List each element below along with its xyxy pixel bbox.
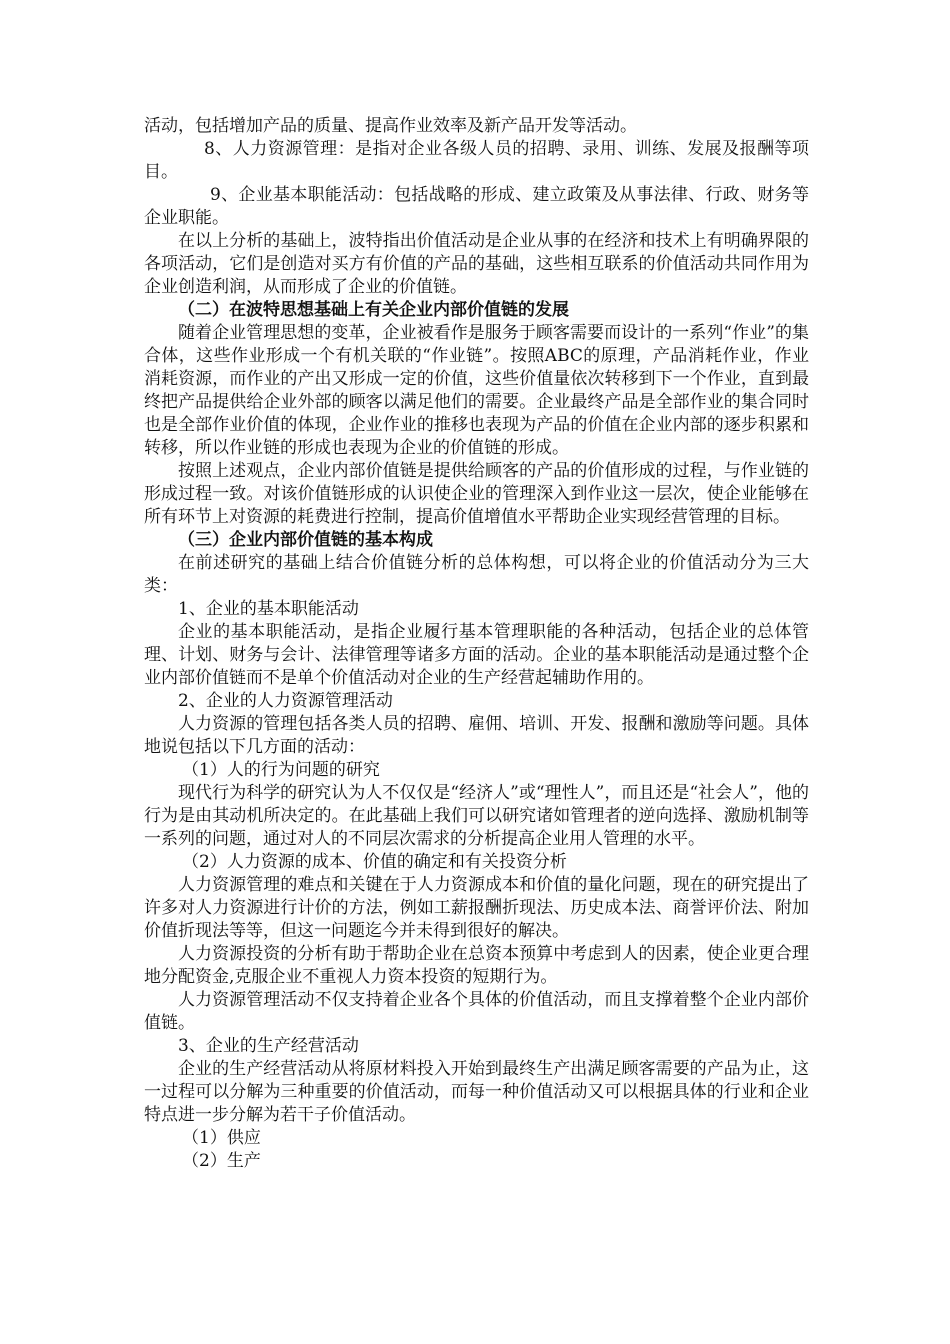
paragraph: 9、企业基本职能活动：包括战略的形成、建立政策及从事法律、行政、财务等企业职能。 (144, 185, 809, 228)
list-item: 2、企业的人力资源管理活动 (178, 691, 393, 711)
paragraph: 企业的生产经营活动从将原材料投入开始到最终生产出满足顾客需要的产品为止，这一过程可以分解为三种重要的价值活动，而每一种价值活动又可以根据具体的行业和企业特点进一步分解为若干子价值活动。 (144, 1059, 809, 1125)
paragraph: 8、人力资源管理：是指对企业各级人员的招聘、录用、训练、发展及报酬等项目。 (144, 139, 809, 182)
list-item: （1）供应 (182, 1128, 261, 1148)
paragraph: 人力资源投资的分析有助于帮助企业在总资本预算中考虑到人的因素，使企业更合理地分配资金,克服企业不重视人力资本投资的短期行为。 (144, 944, 809, 987)
paragraph: 活动，包括增加产品的质量、提高作业效率及新产品开发等活动。 (144, 116, 637, 136)
paragraph: 随着企业管理思想的变革，企业被看作是服务于顾客需要而设计的一系列“作业”的集合体，这些作业形成一个有机关联的“作业链”。按照ABC的原理，产品消耗作业，作业消耗资源，而作业的产出又形成一定的价值，这些价值量依次转移到下一个作业，直到最终把产品提供给企业外部的顾客以满足他们的需要。企业最终产品是全部作业的集合同时也是全部作业价值的体现，企业作业的推移也表现为产品的价值在企业内部的逐步积累和转移，所以作业链的形成也表现为企业的价值链的形成。 (144, 323, 809, 458)
list-item: 1、企业的基本职能活动 (178, 599, 359, 619)
list-item: 3、企业的生产经营活动 (178, 1036, 359, 1056)
paragraph: 人力资源的管理包括各类人员的招聘、雇佣、培训、开发、报酬和激励等问题。具体地说包括以下几方面的活动： (144, 714, 809, 757)
document-page (144, 115, 809, 1173)
list-item: （1）人的行为问题的研究 (182, 760, 380, 780)
section-heading: （三）企业内部价值链的基本构成 (178, 530, 433, 550)
paragraph: 在前述研究的基础上结合价值链分析的总体构想，可以将企业的价值活动分为三大类： (144, 553, 809, 596)
paragraph: 现代行为科学的研究认为人不仅仅是“经济人”或“理性人”，而且还是“社会人”，他的行为是由其动机所决定的。在此基础上我们可以研究诸如管理者的逆向选择、激励机制等一系列的问题，通过对人的不同层次需求的分析提高企业用人管理的水平。 (144, 783, 809, 849)
paragraph: 按照上述观点，企业内部价值链是提供给顾客的产品的价值形成的过程，与作业链的形成过程一致。对该价值链形成的认识使企业的管理深入到作业这一层次，使企业能够在所有环节上对资源的耗费进行控制，提高价值增值水平帮助企业实现经营管理的目标。 (144, 461, 809, 527)
paragraph: 人力资源管理的难点和关键在于人力资源成本和价值的量化问题，现在的研究提出了许多对人力资源进行计价的方法，例如工薪报酬折现法、历史成本法、商誉评价法、附加价值折现法等等，但这一问题迄今并未得到很好的解决。 (144, 875, 809, 941)
list-item: （2）人力资源的成本、价值的确定和有关投资分析 (182, 852, 567, 872)
paragraph: 在以上分析的基础上，波特指出价值活动是企业从事的在经济和技术上有明确界限的各项活动，它们是创造对买方有价值的产品的基础，这些相互联系的价值活动共同作用为企业创造利润，从而形成了企业的价值链。 (144, 231, 809, 297)
paragraph: 人力资源管理活动不仅支持着企业各个具体的价值活动，而且支撑着整个企业内部价值链。 (144, 990, 809, 1033)
section-heading: （二）在波特思想基础上有关企业内部价值链的发展 (178, 300, 569, 320)
list-item: （2）生产 (182, 1151, 261, 1171)
paragraph: 企业的基本职能活动，是指企业履行基本管理职能的各种活动，包括企业的总体管理、计划、财务与会计、法律管理等诸多方面的活动。企业的基本职能活动是通过整个企业内部价值链而不是单个价值活动对企业的生产经营起辅助作用的。 (144, 622, 809, 688)
